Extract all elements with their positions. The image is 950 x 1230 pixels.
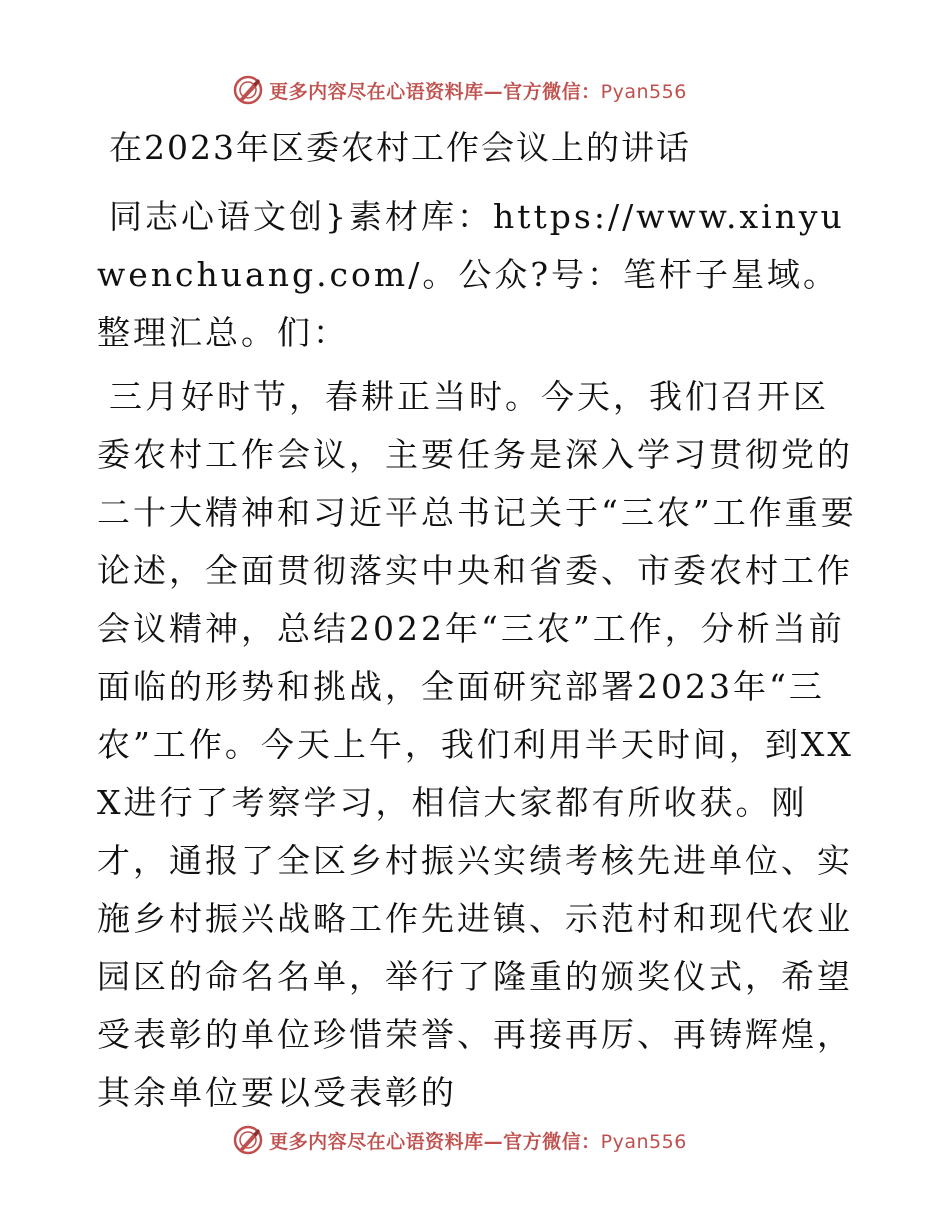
intro-paragraph: 同志心语文创}素材库：https://www.xinyuwenchuang.com/。公众?号：笔杆子星域。整理汇总。们：	[97, 197, 845, 352]
footer-banner	[0, 1120, 950, 1160]
pen-logo-icon	[233, 1125, 263, 1155]
wechat-handle: Pyan556	[600, 1130, 687, 1153]
pen-logo-icon	[233, 75, 263, 105]
banner-text: 更多内容尽在心语资料库—官方微信：Pyan556	[269, 80, 687, 103]
body-paragraph: 三月好时节，春耕正当时。今天，我们召开区委农村工作会议，主要任务是深入学习贯彻党的二十大精神和习近平总书记关于“三农”工作重要论述，全面贯彻落实中央和省委、市委农村工作会议精神，总结2022年“三农”工作，分析当前面临的形势和挑战，全面研究部署2023年“三农”工作。今天上午，我们利用半天时间，到XXX进行了考察学习，相信大家都有所收获。刚才，通报了全区乡村振兴实绩考核先进单位、实施乡村振兴战略工作先进镇、示范村和现代农业园区的命名名单，举行了隆重的颁奖仪式，希望受表彰的单位珍惜荣誉、再接再厉、再铸辉煌，其余单位要以受表彰的	[97, 377, 857, 1112]
header-banner	[0, 70, 950, 110]
banner-text: 更多内容尽在心语资料库—官方微信：Pyan556	[269, 1130, 687, 1153]
document-body	[97, 122, 857, 1128]
wechat-handle: Pyan556	[600, 80, 687, 103]
page-title: 在2023年区委农村工作会议上的讲话	[109, 128, 691, 167]
